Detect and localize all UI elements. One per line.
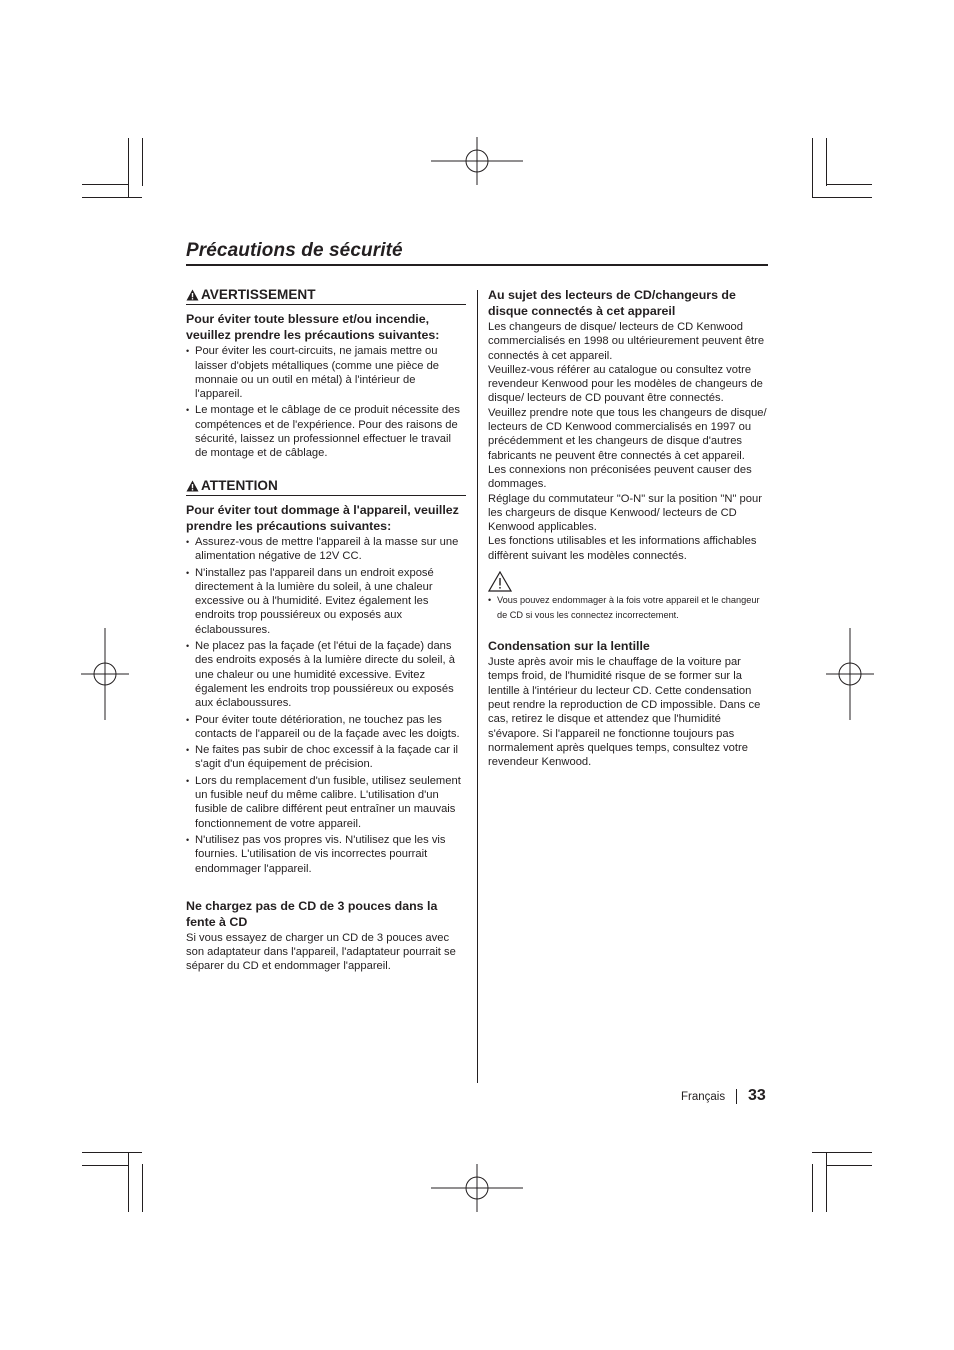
condensation-text: Juste après avoir mis le chauffage de la voiture par temps froid, de l'humidité risque de se former sur la lentille à l'intérieur du lecteur CD. Cette condensation peut rendre la reproduction de CD impossible. Dans ce cas, retirez le disque et attendez que l'humidité s'évapore. Si l'appareil ne fonctionne toujours pas normalement après quelques temps, consultez votre revendeur Kenwood. — [488, 656, 761, 769]
registration-mark-icon — [431, 137, 523, 185]
attention-list — [186, 535, 466, 876]
cd3-text: Si vous essayez de charger un CD de 3 pouces avec son adaptateur dans l'appareil, l'adaptateur pourrait se séparer du CD et endommager l'appareil. — [186, 931, 456, 973]
crop-mark — [826, 184, 872, 185]
column-divider — [477, 290, 478, 1083]
crop-mark — [142, 1164, 143, 1212]
list-item: • Pour éviter toute détérioration, ne touchez pas les contacts de l'appareil ou de la façade avec les doigts. — [186, 713, 466, 742]
condensation-heading: Condensation sur la lentille — [488, 639, 650, 654]
footer-language: Français — [681, 1091, 726, 1103]
cdchanger-paragraph: Veuillez prendre note que tous les changeurs de disque/ lecteurs de CD Kenwood commercialisés en 1997 ou précédemment et les changeurs de disque d'autres fabricants ne peuvent être connectés à cet appareil. — [488, 406, 767, 462]
registration-mark-icon — [826, 628, 874, 720]
list-item: • N'utilisez pas vos propres vis. N'utilisez que les vis fournies. L'utilisation de vis incorrectes pourrait endommager l'appareil. — [186, 833, 466, 876]
crop-mark — [142, 138, 143, 186]
crop-mark — [82, 1152, 142, 1153]
list-item: • Le montage et le câblage de ce produit nécessite des compétences et de l'expérience. Pour des raisons de sécurité, laissez un professionnel effectuer le travail de montage et de câblage. — [186, 403, 466, 460]
crop-mark — [812, 197, 872, 198]
list-item: • Vous pouvez endommager à la fois votre appareil et le changeur de CD si vous les connectez incorrectement. — [488, 593, 768, 622]
crop-mark — [82, 1165, 128, 1166]
cdchanger-heading: Au sujet des lecteurs de CD/changeurs de disque connectés à cet appareil — [488, 288, 736, 318]
cdchanger-paragraph: Les connexions non préconisées peuvent causer des dommages. — [488, 463, 752, 491]
left-column — [186, 288, 466, 974]
avertissement-heading-text: AVERTISSEMENT — [201, 287, 316, 302]
crop-mark — [826, 1165, 872, 1166]
registration-mark-icon — [81, 628, 129, 720]
page-title: Précautions de sécurité — [186, 240, 403, 261]
registration-mark-icon — [431, 1164, 523, 1212]
crop-mark — [128, 1152, 129, 1212]
page-number: 33 — [748, 1087, 766, 1104]
right-column — [488, 287, 768, 769]
attention-subheading: Pour éviter tout dommage à l'appareil, veuillez prendre les précautions suivantes: — [186, 502, 459, 533]
attention-heading-text: ATTENTION — [201, 477, 278, 493]
cdchanger-paragraph: Les fonctions utilisables et les informations affichables diffèrent suivant les modèles connectés. — [488, 535, 757, 562]
title-rule — [186, 264, 768, 266]
crop-mark — [82, 197, 142, 198]
crop-mark — [826, 1152, 827, 1212]
caution-triangle-icon — [488, 571, 512, 592]
list-item: • N'installez pas l'appareil dans un endroit exposé directement à la lumière du soleil, à une chaleur excessive ou à l'humidité. Evitez également les endroits trop poussiéreux ou exposés aux éclaboussures. — [186, 566, 466, 637]
cd3-heading: Ne chargez pas de CD de 3 pouces dans la fente à CD — [186, 898, 438, 929]
crop-mark — [82, 184, 128, 185]
list-item: • Ne faites pas subir de choc excessif à la façade car il s'agit d'un équipement de précision. — [186, 743, 466, 772]
crop-mark — [812, 1164, 813, 1212]
crop-mark — [812, 1152, 872, 1153]
cdchanger-paragraph: Les changeurs de disque/ lecteurs de CD Kenwood commercialisés en 1998 ou ultérieurement peuvent être connectés à cet appareil. — [488, 321, 765, 362]
attention-heading — [186, 479, 466, 496]
avertissement-subheading: Pour éviter toute blessure et/ou incendie, veuillez prendre les précautions suivantes: — [186, 312, 440, 343]
list-item: • Lors du remplacement d'un fusible, utilisez seulement un fusible neuf du même calibre. L'utilisation d'un fusible de calibre différent peut entraîner un mauvais fonctionnement de votre appareil. — [186, 774, 466, 831]
warning-triangle-icon — [186, 480, 199, 492]
crop-mark — [812, 138, 813, 198]
avertissement-list — [186, 344, 466, 460]
footer-separator — [736, 1089, 737, 1104]
crop-mark — [128, 138, 129, 198]
cdchanger-paragraph: Réglage du commutateur "O-N" sur la position "N" pour les chargeurs de disque Kenwood/ lecteurs de CD Kenwood applicables. — [488, 492, 762, 534]
list-item: • Pour éviter les court-circuits, ne jamais mettre ou laisser d'objets métalliques (comme une pièce de monnaie ou un outil en métal) à l'intérieur de l'appareil. — [186, 344, 466, 401]
caution-list — [488, 593, 768, 622]
crop-mark — [826, 138, 827, 186]
list-item: • Ne placez pas la façade (et l'étui de la façade) dans des endroits exposés à la lumière directe du soleil, à une chaleur ou une humidité excessive. Evitez également les endroits trop poussiéreux ou exposés aux éclaboussures. — [186, 639, 466, 710]
warning-triangle-icon — [186, 289, 199, 301]
list-item: • Assurez-vous de mettre l'appareil à la masse sur une alimentation négative de 12V CC. — [186, 535, 466, 564]
cdchanger-paragraph: Veuillez-vous référer au catalogue ou consultez votre revendeur Kenwood pour les modèles de changeurs de disque/ lecteurs de CD pouvant être connectés. — [488, 363, 763, 405]
avertissement-heading — [186, 288, 466, 305]
